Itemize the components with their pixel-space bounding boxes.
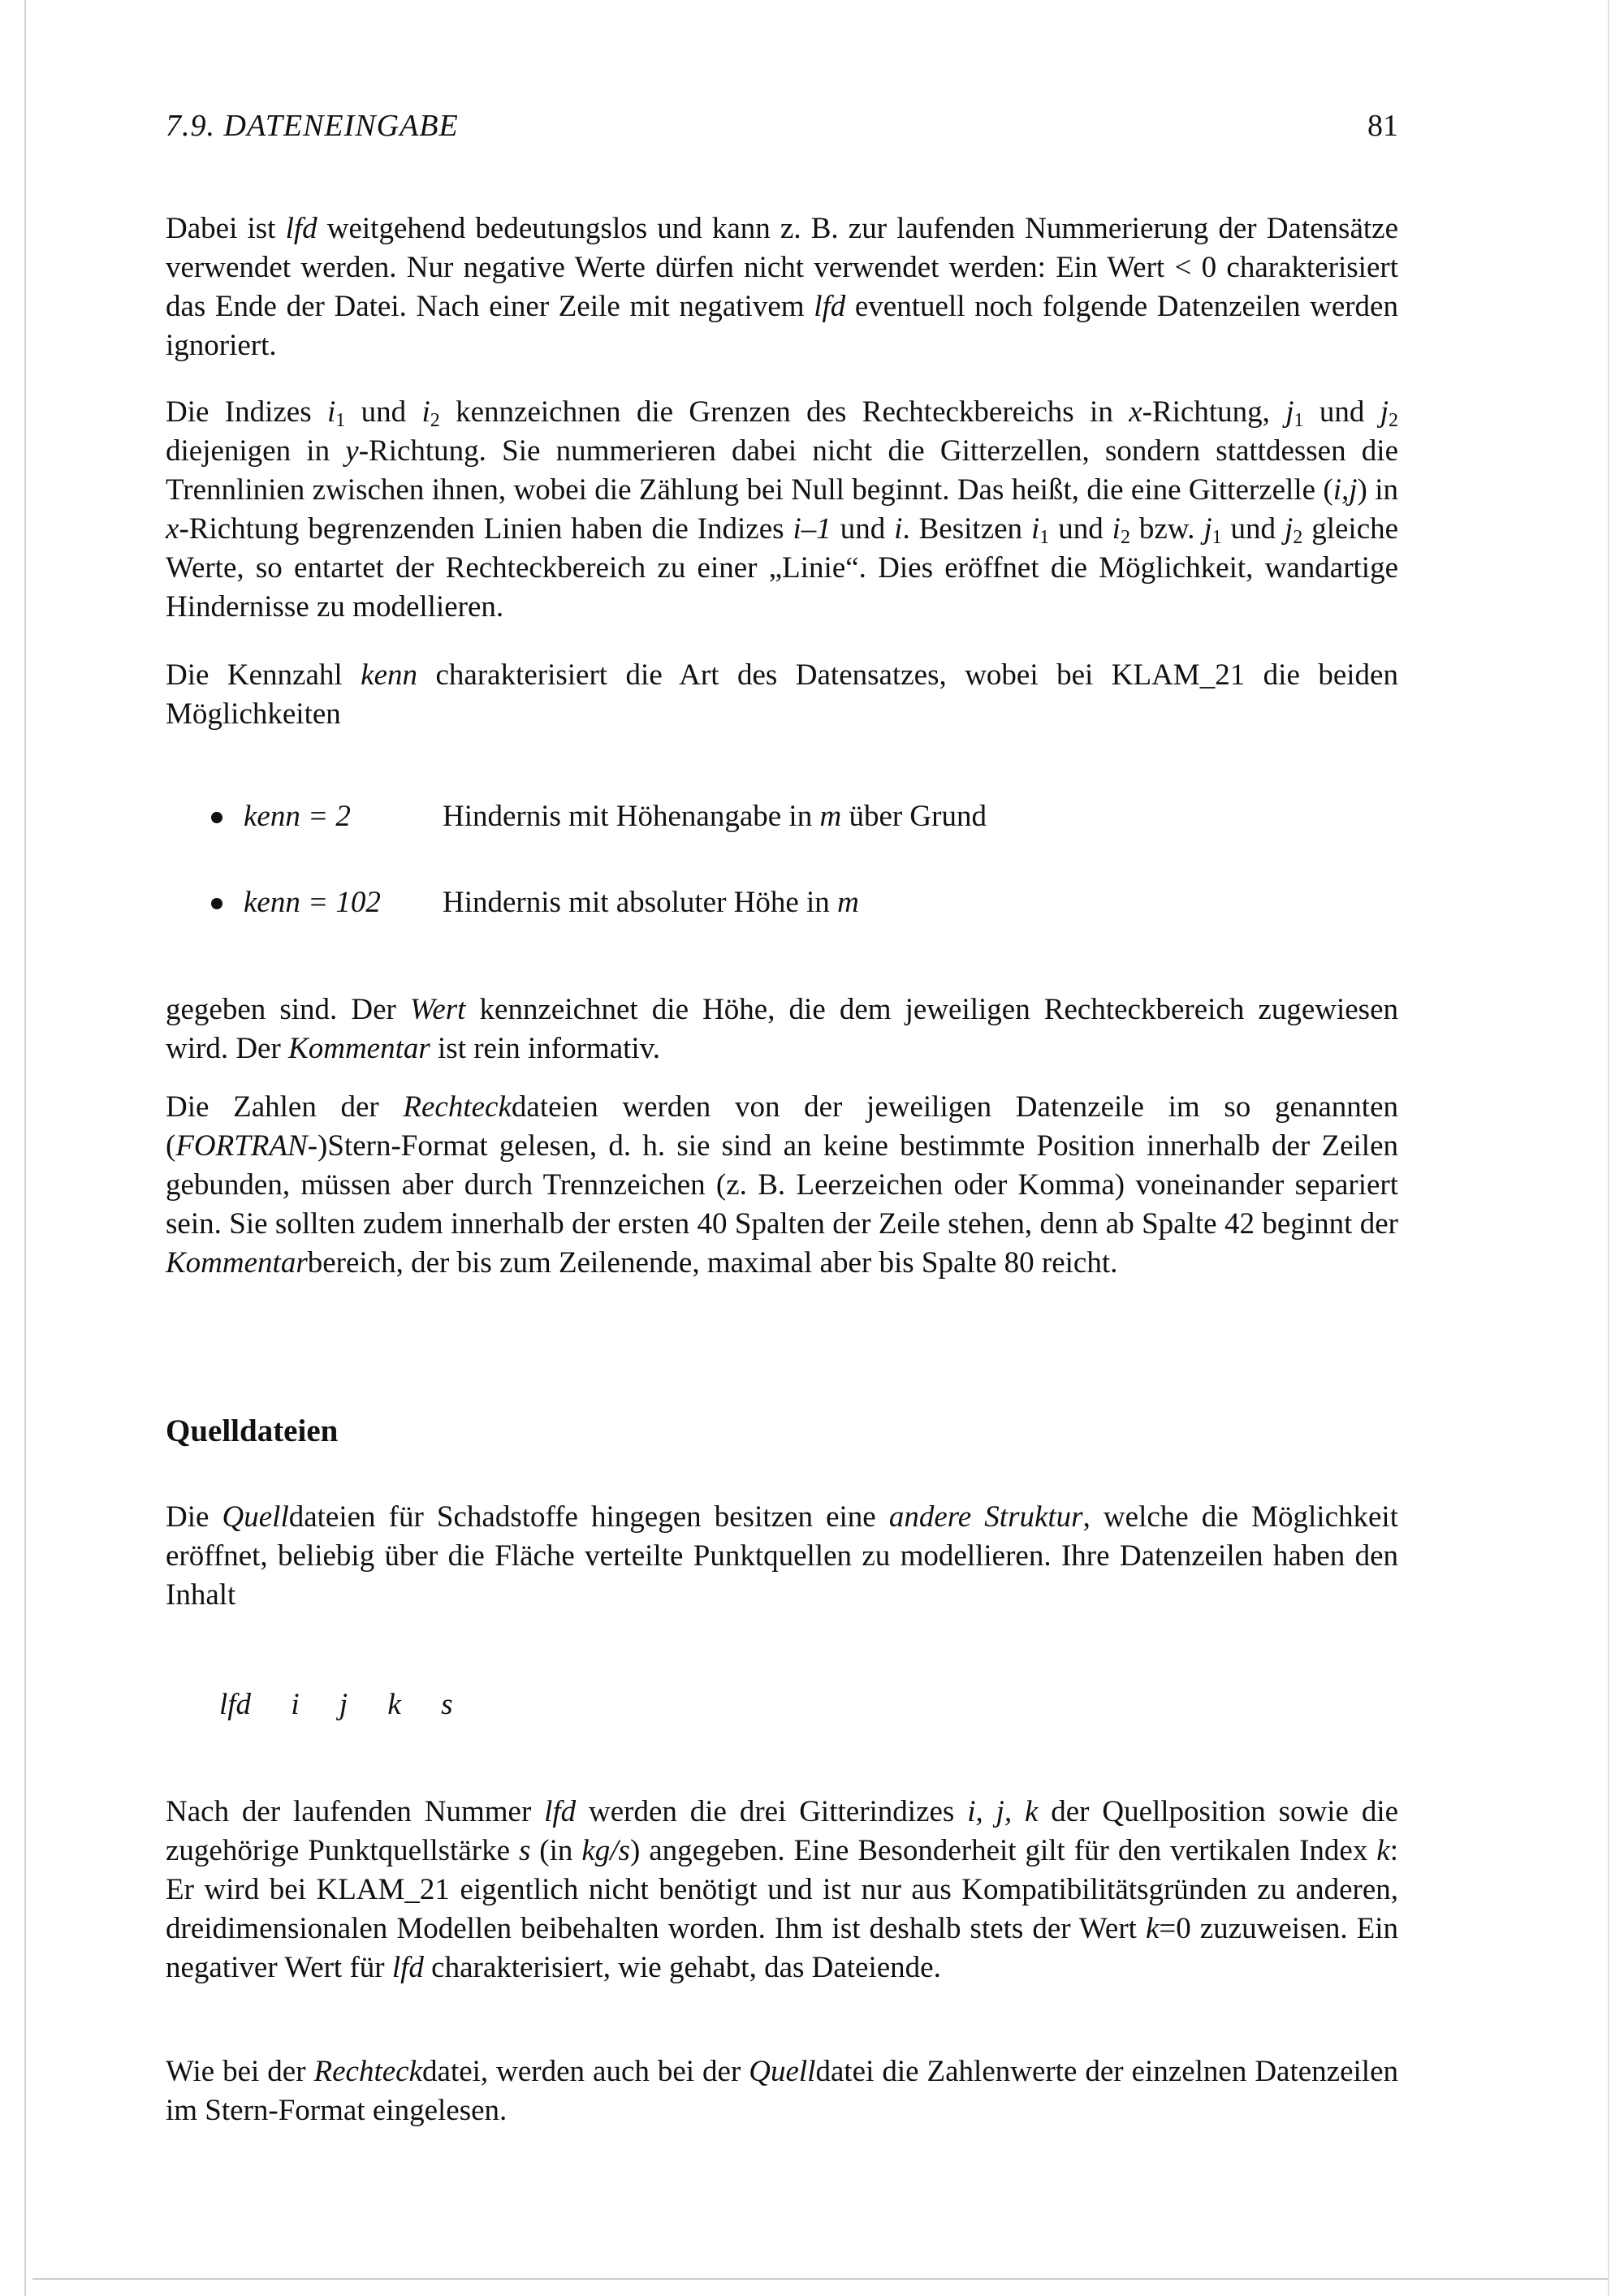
paragraph-4: gegeben sind. Der Wert kennzeichnet die Höhe, die dem jeweiligen Rechteckbereich zugewiesen wird. Der Kommentar ist rein informativ. (166, 993, 1398, 1065)
paragraph-8: Wie bei der Rechteckdatei, werden auch bei der Quelldatei die Zahlenwerte der einzelnen Datenzeilen im Stern-Format eingelesen. (166, 2055, 1398, 2127)
section-heading-quelldateien: Quelldateien (166, 1413, 339, 1448)
bullet-dot-icon (211, 898, 222, 909)
section-header-title: 7.9. DATENEINGABE (166, 109, 459, 143)
scan-edge-right (1608, 0, 1609, 2296)
list-item: kenn = 2 Hindernis mit Höhenangabe in m über Grund (203, 797, 1340, 836)
scan-edge-bottom (32, 2278, 1608, 2280)
field-k: k (387, 1688, 401, 1721)
scan-edge-left (24, 0, 26, 2296)
paragraph-2: Die Indizes $i_1$ und $i_2$ kennzeichnen die Grenzen des Rechteckbereichs in x-Richtung, $j_1$ und $j_2$ diejenigen in y-Richtung. Sie nummerieren dabei nicht die Gitterzellen, sondern stattdessen die Trennlinien zwischen ihnen, wobei die Zählung bei Null beginnt. Das heißt, die eine Gitterzelle (i,j) in x-Richtung begrenzenden Linien haben die Indizes i–1 und i. Besitzen $i_1$ und $i_2$ bzw. $j_1$ und $j_2$ gleiche Werte, so entartet der Rechteckbereich zu einer „Linie“. Dies eröffnet die Möglichkeit, wandartige Hindernisse zu modellieren. (166, 395, 1399, 624)
paragraph-1: Dabei ist lfd weitgehend bedeutungslos und kann z. B. zur laufenden Nummerierung der Datensätze verwendet werden. Nur negative Werte dürfen nicht verwendet werden: Ein Wert < 0 charakterisiert das Ende der Datei. Nach einer Zeile mit negativem lfd eventuell noch folgende Datenzeilen werden ignoriert. (166, 212, 1398, 362)
paragraph-3: Die Kennzahl kenn charakterisiert die Art des Datensatzes, wobei bei KLAM_21 die beiden Möglichkeiten (166, 658, 1398, 731)
field-i: i (291, 1688, 300, 1721)
field-s: s (441, 1688, 453, 1721)
field-j: j (339, 1688, 348, 1721)
paragraph-7: Nach der laufenden Nummer lfd werden die drei Gitterindizes i, j, k der Quellposition sowie die zugehörige Punktquellstärke s (in kg/s) angegeben. Eine Besonderheit gilt für den vertikalen Index k: Er wird bei KLAM_21 eigentlich nicht benötigt und ist nur aus Kompatibilitätsgründen zu anderen, dreidimensionalen Modellen beibehalten worden. Ihm ist deshalb stets der Wert k=0 zuzuweisen. Ein negativer Wert für lfd charakterisiert, wie gehabt, das Dateiende. (166, 1795, 1399, 1984)
data-line-fields (219, 1687, 485, 1722)
field-lfd: lfd (219, 1688, 252, 1721)
list-item: kenn = 102 Hindernis mit absoluter Höhe in m (203, 883, 1340, 922)
running-header (166, 108, 1398, 149)
paragraph-6: Die Quelldateien für Schadstoffe hingegen besitzen eine andere Struktur, welche die Möglichkeit eröffnet, beliebig über die Fläche verteilte Punktquellen zu modellieren. Ihre Datenzeilen haben den Inhalt (166, 1500, 1398, 1612)
bullet-dot-icon (211, 812, 222, 823)
page-number: 81 (1367, 109, 1398, 143)
paragraph-5: Die Zahlen der Rechteckdateien werden von der jeweiligen Datenzeile im so genannten (FORTRAN-)Stern-Format gelesen, d. h. sie sind an keine bestimmte Position innerhalb der Zeilen gebunden, müssen aber durch Trennzeichen (z. B. Leerzeichen oder Komma) voneinander separiert sein. Sie sollten zudem innerhalb der ersten 40 Spalten der Zeile stehen, denn ab Spalte 42 beginnt der Kommentarbereich, der bis zum Zeilenende, maximal aber bis Spalte 80 reicht. (166, 1090, 1398, 1280)
